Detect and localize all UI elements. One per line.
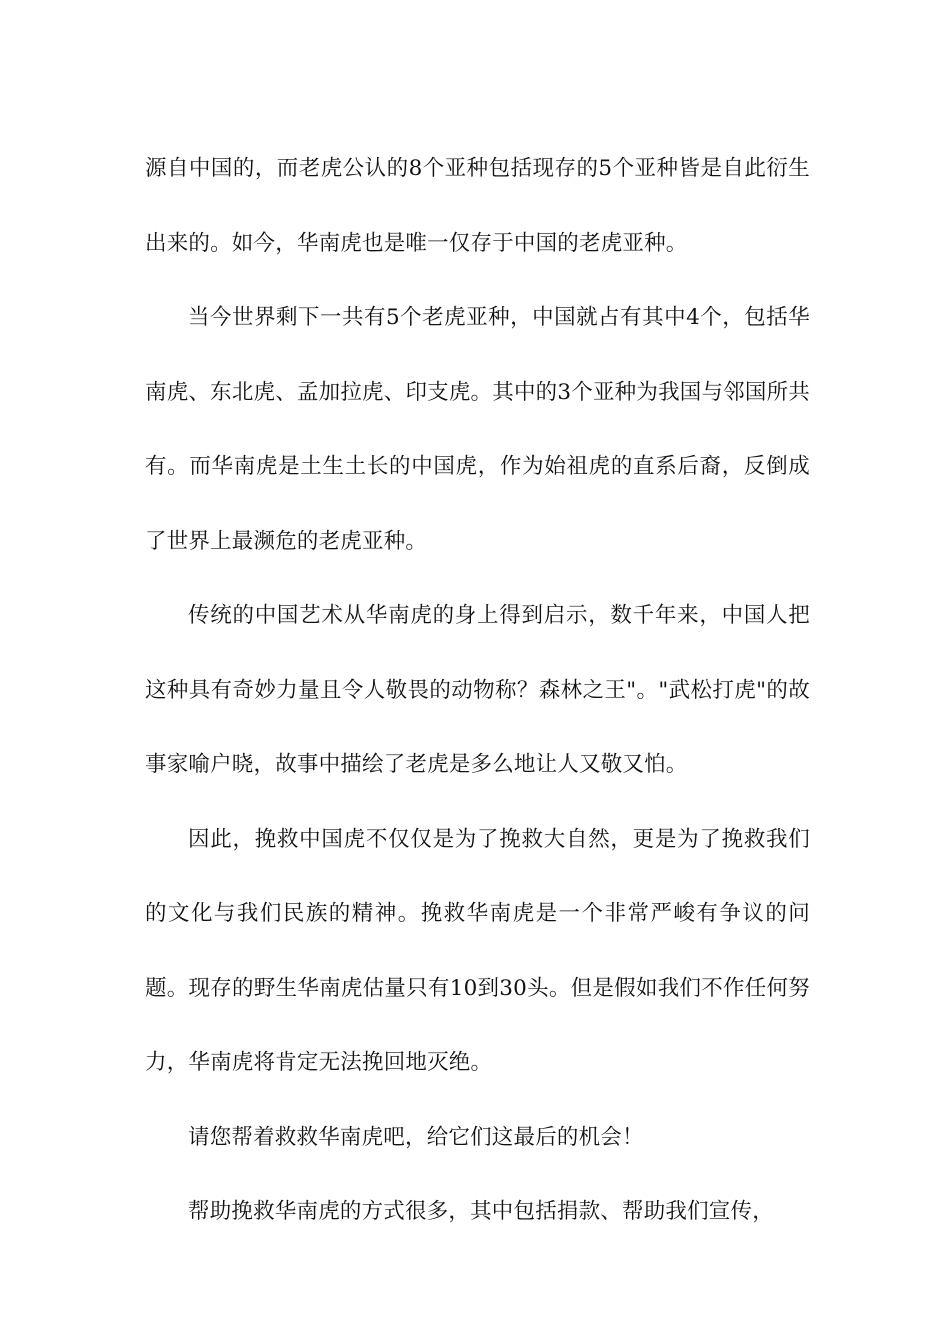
paragraph-ways-to-help: 帮助挽救华南虎的方式很多，其中包括捐款、帮助我们宣传，: [188, 1199, 774, 1224]
document-body: [145, 132, 810, 1250]
paragraph-origin: 源自中国的，而老虎公认的8个亚种包括现存的5个亚种皆是自此衍生出来的。如今，华南虎也是唯一仅存于中国的老虎亚种。: [145, 156, 810, 256]
paragraph-culture: 传统的中国艺术从华南虎的身上得到启示，数千年来，中国人把这种具有奇妙力量且令人敬畏的动物称？森林之王"。"武松打虎"的故事家喻户晓，故事中描绘了老虎是多么地让人又敬又怕。: [145, 603, 810, 777]
paragraph-subspecies: 当今世界剩下一共有5个老虎亚种，中国就占有其中4个，包括华南虎、东北虎、孟加拉虎、印支虎。其中的3个亚种为我国与邻国所共有。而华南虎是土生土长的中国虎，作为始祖虎的直系后裔，反倒成了世界上最濒危的老虎亚种。: [145, 305, 810, 554]
paragraph-rescue: 因此，挽救中国虎不仅仅是为了挽救大自然，更是为了挽救我们的文化与我们民族的精神。挽救华南虎是一个非常严峻有争议的问题。现存的野生华南虎估量只有10到30头。但是假如我们不作任何努力，华南虎将肯定无法挽回地灭绝。: [145, 826, 810, 1075]
paragraph-appeal: 请您帮着救救华南虎吧，给它们这最后的机会！: [188, 1124, 644, 1150]
